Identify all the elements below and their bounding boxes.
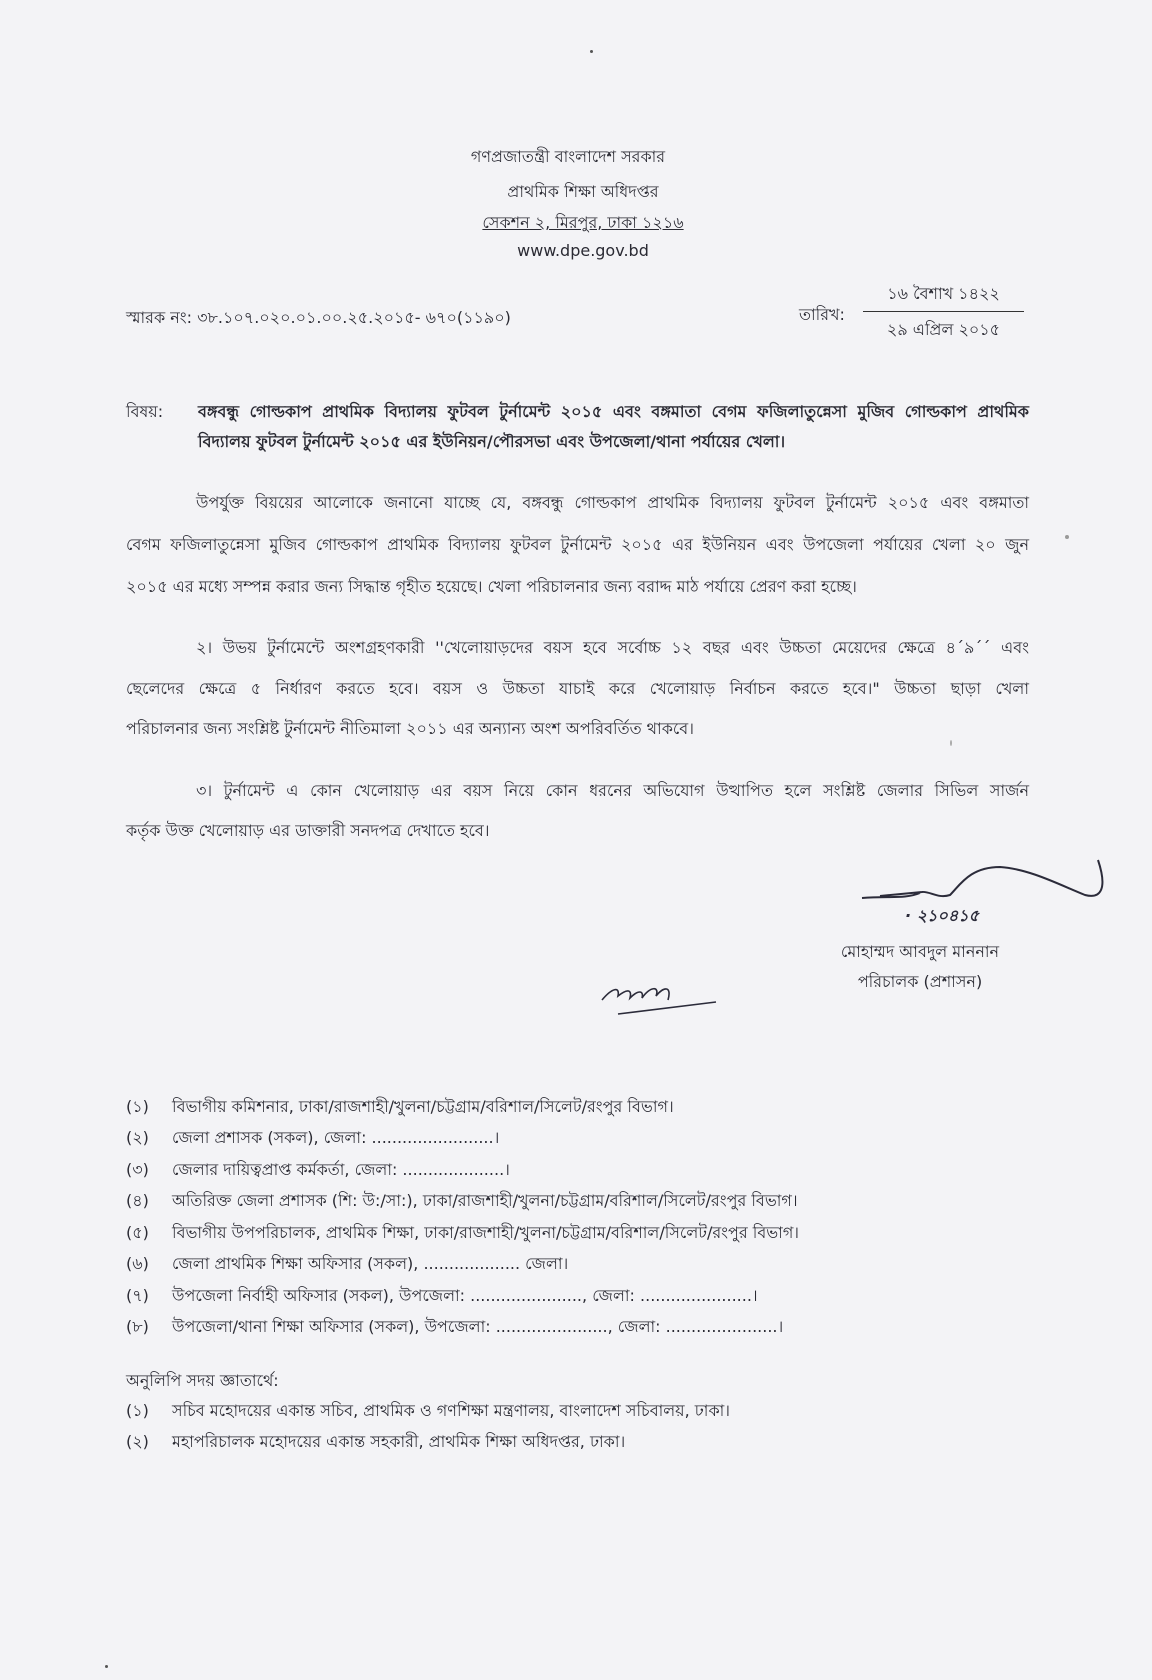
signature-scribble [860,855,1110,915]
list-item: জেলা প্রশাসক (সকল), জেলা: ........................। [172,1128,500,1147]
scan-speck [950,740,952,746]
date-bangla: ১৬ বৈশাখ ১৪২২ [887,284,1000,303]
scan-speck [1065,535,1069,539]
list-item: উপজেলা নির্বাহী অফিসার (সকল), উপজেলা: ......................, জেলা: ......................। [172,1286,758,1305]
memo-number: স্মারক নং: ৩৮.১০৭.০২০.০১.০০.২৫.২০১৫- ৬৭০(১১৯০) [126,308,511,327]
government-name: গণপ্রজাতন্ত্রী বাংলাদেশ সরকার [470,147,666,166]
list-item-number: (৩) [126,1160,149,1179]
list-item-number: (৬) [126,1254,149,1273]
copy-item: মহাপরিচালক মহোদয়ের একান্ত সহকারী, প্রাথমিক শিক্ষা অধিদপ্তর, ঢাকা। [172,1432,626,1451]
date-english: ২৯ এপ্রিল ২০১৫ [886,320,1001,339]
date-label: তারিখ: [799,305,845,324]
list-item: অতিরিক্ত জেলা প্রশাসক (শি: উ:/সা:), ঢাকা/রাজশাহী/খুলনা/চট্টগ্রাম/বরিশাল/সিলেট/রংপুর বিভাগ। [172,1191,798,1210]
office-address: সেকশন ২, মিরপুর, ঢাকা ১২১৬ [482,213,684,232]
handwritten-date: · ২১০৪১৫ [905,906,979,925]
list-item-number: (৫) [126,1223,149,1242]
initials-scribble [598,978,723,1018]
list-item-number: (১) [126,1097,149,1116]
paragraph-3-line: ৩। টুর্নামেন্ট এ কোন খেলোয়াড় এর বয়স নিয়ে কোন ধরনের অভিযোগ উত্থাপিত হলে সংশ্লিষ্ট জেলার সিভিল সার্জন [196,781,1029,800]
scan-speck [590,50,593,53]
copy-item-number: (১) [126,1401,149,1420]
copy-item-number: (২) [126,1432,149,1451]
list-item: জেলা প্রাথমিক শিক্ষা অফিসার (সকল), ................... জেলা। [172,1254,569,1273]
paragraph-2-line: ছেলেদের ক্ষেত্রে ৫ নির্ধারণ করতে হবে। বয়স ও উচ্চতা যাচাই করে খেলোয়াড় নির্বাচন করতে হবে।" উচ্চতা ছাড়া খেলা [126,679,1029,698]
list-item: জেলার দায়িত্বপ্রাপ্ত কর্মকর্তা, জেলা: ....................। [172,1160,510,1179]
office-name: প্রাথমিক শিক্ষা অধিদপ্তর [507,182,659,201]
paragraph-1-line: উপর্যুক্ত বিয়য়ের আলোকে জনানো যাচ্ছে যে, বঙ্গবন্ধু গোল্ডকাপ প্রাথমিক বিদ্যালয় ফুটবল টুর্নামেন্ট ২০১৫ এবং বঙ্গমাতা [196,493,1029,512]
subject-line: বিদ্যালয় ফুটবল টুর্নামেন্ট ২০১৫ এর ইউনিয়ন/পৌরসভা এবং উপজেলা/থানা পর্যায়ের খেলা। [198,432,786,451]
date-divider [863,311,1024,312]
signatory-designation: পরিচালক (প্রশাসন) [857,972,983,991]
list-item-number: (২) [126,1128,149,1147]
paragraph-1-line: ২০১৫ এর মধ্যে সম্পন্ন করার জন্য সিদ্ধান্ত গৃহীত হয়েছে। খেলা পরিচালনার জন্য বরাদ্দ মাঠ পর্যায়ে প্রেরণ করা হচ্ছে। [126,577,857,596]
list-item-number: (৭) [126,1286,149,1305]
website-link[interactable]: www.dpe.gov.bd [517,241,649,260]
copy-item: সচিব মহোদয়ের একান্ত সচিব, প্রাথমিক ও গণশিক্ষা মন্ত্রণালয়, বাংলাদেশ সচিবালয়, ঢাকা। [172,1401,730,1420]
paragraph-2-line: পরিচালনার জন্য সংশ্লিষ্ট টুর্নামেন্ট নীতিমালা ২০১১ এর অন্যান্য অংশ অপরিবর্তিত থাকবে। [126,719,694,738]
list-item: বিভাগীয় কমিশনার, ঢাকা/রাজশাহী/খুলনা/চট্টগ্রাম/বরিশাল/সিলেট/রংপুর বিভাগ। [172,1097,674,1116]
paragraph-2-line: ২। উভয় টুর্নামেন্টে অংশগ্রহণকারী ''খেলোয়াড়দের বয়স হবে সর্বোচ্চ ১২ বছর এবং উচ্চতা মেয়েদের ক্ষেত্রে ৪´৯´´ এবং [196,638,1029,657]
subject-line: বঙ্গবন্ধু গোল্ডকাপ প্রাথমিক বিদ্যালয় ফুটবল টুর্নামেন্ট ২০১৫ এবং বঙ্গমাতা বেগম ফজিলাতুন্নেসা মুজিব গোল্ডকাপ প্রাথমিক [198,402,1029,421]
paragraph-1-line: বেগম ফজিলাতুন্নেসা মুজিব গোল্ডকাপ প্রাথমিক বিদ্যালয় ফুটবল টুর্নামেন্ট ২০১৫ এর ইউনিয়ন এবং উপজেলা পর্যায়ের খেলা ২০ জুন [126,535,1029,554]
paragraph-3-line: কর্তৃক উক্ত খেলোয়াড় এর ডাক্তারী সনদপত্র দেখাতে হবে। [126,821,490,840]
scan-speck [105,1665,108,1668]
signatory-name: মোহাম্মদ আবদুল মাননান [840,942,1000,961]
subject-label: বিষয়: [126,402,164,421]
list-item: বিভাগীয় উপপরিচালক, প্রাথমিক শিক্ষা, ঢাকা/রাজশাহী/খুলনা/চট্টগ্রাম/বরিশাল/সিলেট/রংপুর বিভাগ। [172,1223,800,1242]
copy-heading: অনুলিপি সদয় জ্ঞাতার্থে: [126,1371,279,1390]
list-item-number: (৪) [126,1191,149,1210]
list-item: উপজেলা/থানা শিক্ষা অফিসার (সকল), উপজেলা: ......................, জেলা: ......................। [172,1317,784,1336]
list-item-number: (৮) [126,1317,149,1336]
